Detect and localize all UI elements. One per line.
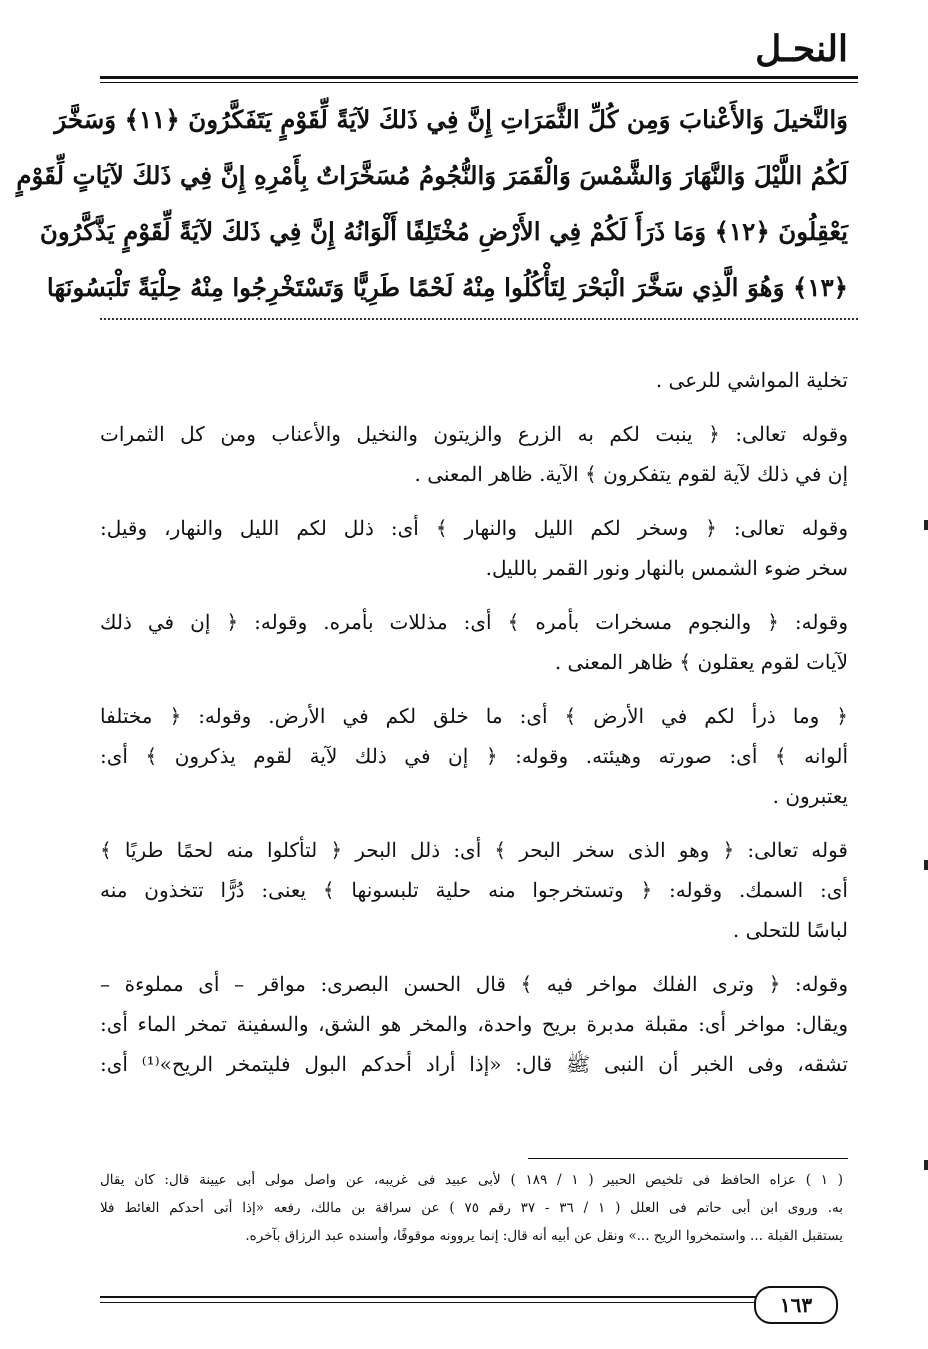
commentary-paragraph bbox=[100, 602, 848, 682]
quran-verses-block bbox=[16, 92, 848, 322]
text-line: تشقه، وفى الخبر أن النبى ﷺ قال: «إذا أراد أحدكم البول فليتمخر الريح»⁽¹⁾ أى: bbox=[100, 1052, 849, 1076]
text-line: ﴿ وما ذرأ لكم في الأرض ﴾ أى: ما خلق لكم في الأرض. وقوله: ﴿ مختلفا bbox=[100, 704, 849, 728]
text-line: قوله تعالى: ﴿ وهو الذى سخر البحر ﴾ أى: ذلل البحر ﴿ لتأكلوا منه لحمًا طريًا ﴾ bbox=[100, 838, 848, 862]
commentary-paragraph bbox=[100, 508, 848, 588]
text-line: سخر ضوء الشمس بالنهار ونور القمر بالليل. bbox=[485, 556, 848, 580]
text-line: وقوله تعالى: ﴿ وسخر لكم الليل والنهار ﴾ أى: ذلل لكم الليل والنهار، وقيل: bbox=[100, 516, 848, 540]
text-line: ألوانه ﴾ أى: صورته وهيئته. وقوله: ﴿ إن في ذلك لآية لقوم يذكرون ﴾ أى: bbox=[100, 744, 848, 768]
footer-rule-thin bbox=[100, 1302, 758, 1303]
text-line: يعتبرون . bbox=[772, 784, 848, 808]
footnotes bbox=[100, 1166, 843, 1250]
text-line: أى: السمك. وقوله: ﴿ وتستخرجوا منه حلية تلبسونها ﴾ يعنى: دُرًّا تتخذون منه bbox=[100, 878, 848, 902]
header-rule-thick bbox=[100, 76, 858, 79]
quran-line: لَكُمُ اللَّيْلَ وَالنَّهَارَ وَالشَّمْسَ وَالْقَمَرَ وَالنُّجُومُ مُسَخَّرَاتٌ بِأَمْرِهِ إِنَّ فِي ذَلكَ لآيَاتٍ لِّقَوْمٍ bbox=[16, 161, 848, 190]
commentary-paragraph bbox=[100, 696, 848, 816]
commentary-paragraph bbox=[100, 964, 848, 1084]
page-header bbox=[100, 28, 858, 80]
scan-edge-mark bbox=[924, 520, 928, 530]
header-rule-thin bbox=[100, 82, 858, 83]
text-line: وقوله: ﴿ والنجوم مسخرات بأمره ﴾ أى: مذللات بأمره. وقوله: ﴿ إن في ذلك bbox=[100, 610, 848, 634]
scan-edge-mark bbox=[924, 860, 928, 870]
footnote-line: ( ١ ) عزاه الحافظ فى تلخيص الحبير ( ١ / ١٨٩ ) لأبى عبيد فى غريبه، عن واصل مولى أبى عيينة قال: كان يقال bbox=[100, 1172, 844, 1188]
commentary-paragraph bbox=[100, 414, 848, 494]
commentary-paragraph bbox=[100, 360, 848, 400]
footnote-separator bbox=[528, 1158, 848, 1159]
text-line: وقوله: ﴿ وترى الفلك مواخر فيه ﴾ قال الحسن البصرى: مواقر – أى مملوءة – bbox=[100, 972, 848, 996]
footnote-line: به. وروى ابن أبى حاتم فى العلل ( ١ / ٣٦ - ٣٧ رقم ٧٥ ) عن سراقة بن مالك، رفعه «إذا أتى أحدكم الغائط فلا bbox=[100, 1200, 843, 1216]
quran-line: يَعْقِلُونَ ﴿١٢﴾ وَمَا ذَرَأَ لَكُمْ فِي الأَرْضِ مُخْتَلِفًا أَلْوَانُهُ إِنَّ فِي ذَلكَ لآيَةً لِّقَوْمٍ يَذَّكَّرُونَ bbox=[39, 217, 848, 246]
scan-edge-mark bbox=[924, 1160, 928, 1170]
verses-divider bbox=[100, 318, 858, 320]
text-line: إن في ذلك لآية لقوم يتفكرون ﴾ الآية. ظاهر المعنى . bbox=[414, 462, 848, 486]
surah-title: النحـل bbox=[755, 28, 848, 70]
text-line: وقوله تعالى: ﴿ ينبت لكم به الزرع والزيتون والنخيل والأعناب ومن كل الثمرات bbox=[100, 422, 848, 446]
footer-rule-thick bbox=[100, 1296, 758, 1298]
page-number: ١٦٣ bbox=[754, 1286, 838, 1324]
commentary-paragraph bbox=[100, 830, 848, 950]
text-line: لباسًا للتحلى . bbox=[732, 918, 848, 942]
text-line: لآيات لقوم يعقلون ﴾ ظاهر المعنى . bbox=[554, 650, 848, 674]
text-line: ويقال: مواخر أى: مقبلة مدبرة بريح واحدة، والمخر هو الشق، والسفينة تمخر الماء أى: bbox=[100, 1012, 848, 1036]
footnote-line: يستقبل القبلة ... واستمخروا الريح ...» ونقل عن أبيه أنه قال: إنما يروونه موقوفًا، وأسنده عبد الرزاق بآخره. bbox=[245, 1228, 843, 1244]
quran-line: ﴿١٣﴾ وَهُوَ الَّذِي سَخَّرَ الْبَحْرَ لِتَأْكُلُوا مِنْهُ لَحْمًا طَرِيًّا وَتَسْتَخْرِجُوا مِنْهُ حِلْيَةً تَلْبَسُونَهَا bbox=[46, 273, 848, 302]
quran-line: وَالنَّخيلَ وَالأَعْنابَ وَمِن كُلِّ الثَّمَرَاتِ إِنَّ فِي ذَلكَ لآيَةً لِّقَوْمٍ يَتَفَكَّرُونَ ﴿١١﴾ وَسَخَّرَ bbox=[54, 105, 848, 134]
text-line: تخلية المواشي للرعى . bbox=[655, 368, 848, 392]
commentary-text bbox=[100, 360, 848, 1098]
